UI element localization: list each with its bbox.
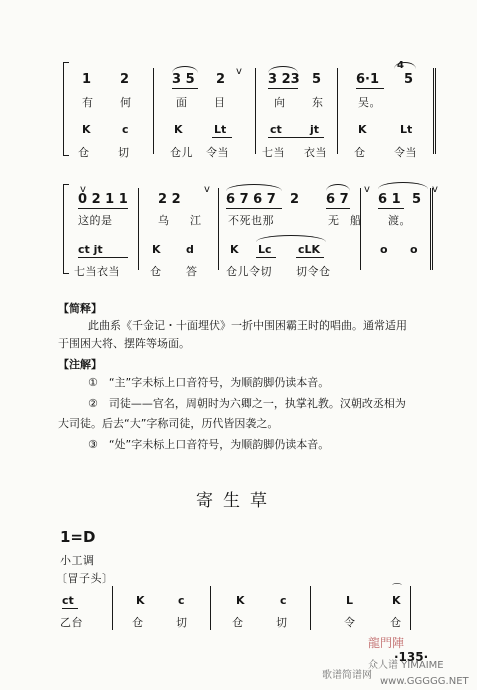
melody-note: 3 5 [172,72,195,87]
drum-word: 切 [176,616,188,629]
barline [218,188,219,270]
note-item: ② 司徒——官名，周朝时为六卿之一，执掌礼教。汉朝改丞相为 [88,397,406,410]
beam-line [78,257,128,258]
jianshi-text: 此曲系《千金记・十面埋伏》一折中围困霸王时的唱曲。通常适用 [88,319,407,332]
jianshi-heading: 【简释】 [58,302,102,315]
lyric: 吴。 [358,96,381,109]
lyric: 江 [190,214,202,227]
percussion-syllable: o [410,243,418,256]
beam-line [226,208,282,209]
percussion-syllable: d [186,243,194,256]
jianshi-text: 于围困大将、摆阵等场面。 [58,337,190,350]
percussion-syllable: c [178,594,185,607]
lyric: 目 [214,96,226,109]
breath-mark: v [80,184,86,195]
melody-note: 5 [412,192,422,207]
barline [112,586,113,630]
percussion-syllable: c [122,123,129,136]
drum-word: 仓 [390,616,402,629]
beam-line [268,137,324,138]
lyric: 不死也那 [228,214,274,227]
lyric: 船 [350,214,362,227]
page-number: ·135· [394,650,429,664]
beam-line [256,257,276,258]
percussion-syllable: cLK [298,243,321,256]
system-bracket [63,62,69,156]
watermark-logo: 龍門陣 [368,636,405,650]
drum-word: 令当 [394,146,417,159]
percussion-syllable: K [230,243,239,256]
drum-word: 仓 [150,265,162,278]
breath-mark: v [204,184,210,195]
note-item: 大司徒。后去“大”字称司徒，历代皆因袭之。 [58,417,279,430]
lyric: 东 [312,96,324,109]
lyric: 这的是 [78,214,113,227]
percussion-syllable: Lc [258,243,272,256]
grace-note: 4 [397,60,404,71]
breath-mark: v [236,66,242,77]
barline [433,68,434,154]
piece-title: 寄生草 [196,491,277,511]
slur [394,62,416,69]
barline [310,586,311,630]
note-item: ① “主”字未标上口音符号，为顺韵脚仍读本音。 [88,376,330,389]
slur [172,66,198,73]
barline [337,68,338,154]
drum-word: 仓 [132,616,144,629]
melody-note: 6·1 [356,72,380,87]
lyric: 无 [328,214,340,227]
barline [210,586,211,630]
melody-note: 5 [404,72,414,87]
melody-note: 2 [216,72,226,87]
slur [256,235,326,242]
percussion-syllable: K [236,594,245,607]
melody-note: 5 [312,72,322,87]
drum-word: 仓儿 [170,146,193,159]
melody-note: 1 [82,72,92,87]
lyric: 乌 [158,214,170,227]
percussion-syllable: ct [270,123,282,136]
percussion-syllable: K [152,243,161,256]
lyric: 何 [120,96,132,109]
barline [360,188,361,270]
percussion-syllable: K [136,594,145,607]
barline [138,188,139,270]
breath-mark: v [364,184,370,195]
percussion-syllable: ct [62,594,74,607]
drum-word: 七当衣当 [74,265,120,278]
drum-word: 衣当 [304,146,327,159]
barline [255,68,256,154]
intro-label: 〔冒子头〕 [56,572,114,585]
melody-note: 0 2 1 1 [78,192,128,207]
percussion-syllable: L [346,594,354,607]
percussion-syllable: K [82,123,91,136]
watermark-text: 众人谱 YIMAIME [368,660,444,671]
lyric: 面 [176,96,188,109]
beam-line [78,208,128,209]
beam-line [378,208,404,209]
drum-word: 七当 [262,146,285,159]
beam-line [172,88,198,89]
drum-word: 仓 [354,146,366,159]
melody-note: 6 7 [326,192,349,207]
slur [378,182,428,189]
beam-line [268,88,298,89]
watermark-text: www.GGGGG.NET [380,676,469,687]
key-signature: 1=D [60,528,96,546]
lyric: 有 [82,96,94,109]
slur [268,66,298,73]
beam-line [296,257,324,258]
fermata-icon: ⌒ [392,584,402,595]
melody-note: 6 7 6 7 [226,192,276,207]
percussion-syllable: Lt [400,123,413,136]
melody-note: 2 [120,72,130,87]
watermark-text: 歌谱简谱网 [322,670,372,681]
barline [435,68,436,154]
drum-word: 仓儿令切 [226,265,272,278]
beam-line [62,608,78,609]
percussion-syllable: Lt [214,123,227,136]
drum-word: 切 [118,146,130,159]
drum-word: 乙台 [60,616,83,629]
melody-note: 6 1 [378,192,401,207]
system-bracket [63,184,69,274]
barline [153,68,154,154]
lyric: 渡。 [388,214,411,227]
lyric: 向 [274,96,286,109]
note-item: ③ “处”字未标上口音符号，为顺韵脚仍读本音。 [88,438,330,451]
zhujie-heading: 【注解】 [58,358,102,371]
percussion-syllable: c [280,594,287,607]
barline [432,188,433,270]
percussion-syllable: jt [310,123,320,136]
barline [430,188,431,270]
drum-word: 切 [276,616,288,629]
drum-word: 仓 [232,616,244,629]
percussion-syllable: o [380,243,388,256]
breath-mark: v [432,184,438,195]
melody-note: 2 [290,192,300,207]
percussion-syllable: ct jt [78,243,103,256]
beam-line [326,208,350,209]
drum-word: 切令仓 [296,265,331,278]
percussion-syllable: K [174,123,183,136]
mode-label: 小工调 [60,554,95,567]
drum-word: 仓 [78,146,90,159]
melody-note: 3 23 [268,72,300,87]
drum-word: 答 [186,265,198,278]
drum-word: 令 [344,616,356,629]
barline [410,586,411,630]
melody-note: 2 2 [158,192,181,207]
beam-line [212,137,232,138]
beam-line [356,88,384,89]
slur [226,184,282,191]
drum-word: 令当 [206,146,229,159]
percussion-syllable: K [392,594,401,607]
slur [326,184,350,191]
percussion-syllable: K [358,123,367,136]
